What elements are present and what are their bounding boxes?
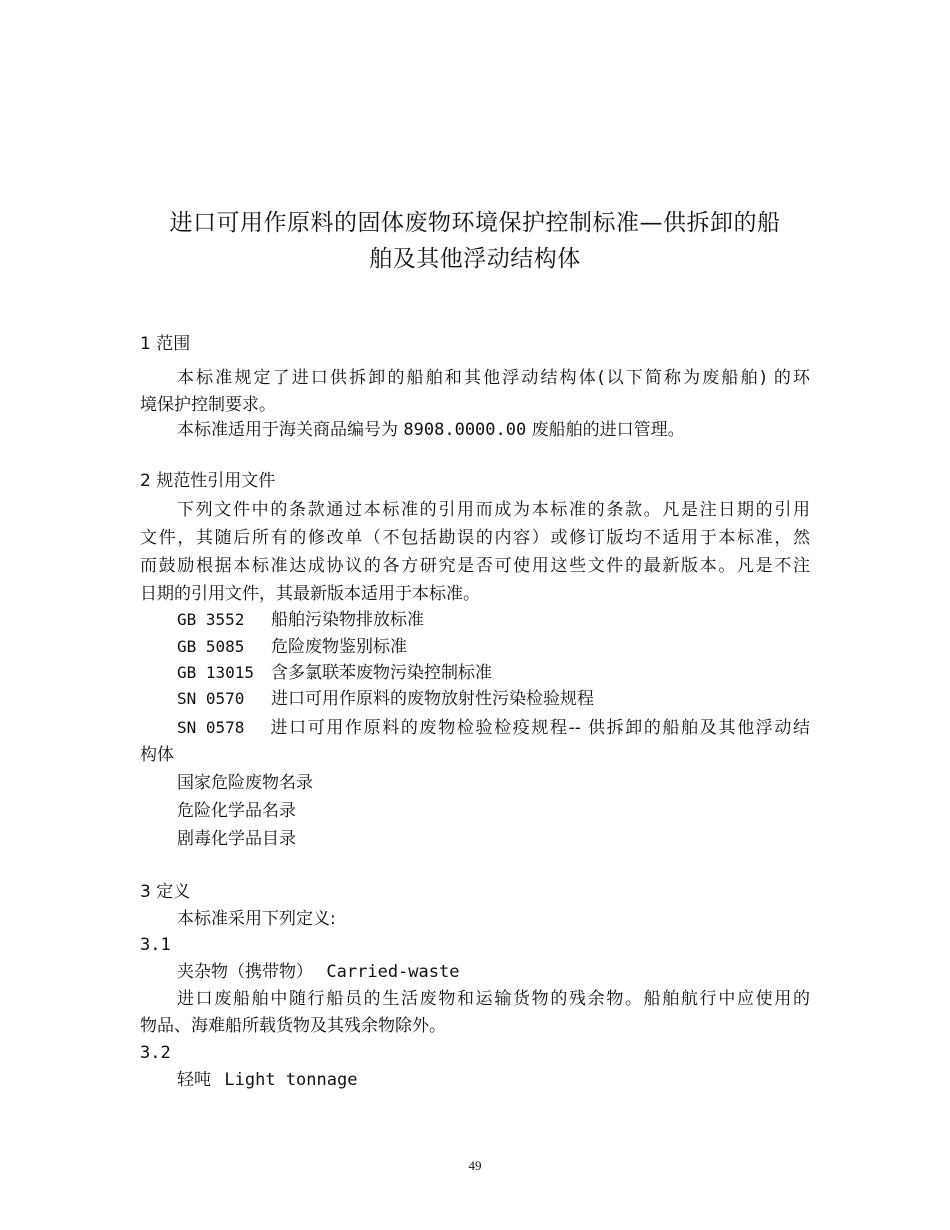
- section-2-paragraph-line-3: 而鼓励根据本标准达成协议的各方研究是否可使用这些文件的最新版本。凡是不注: [140, 556, 810, 576]
- paragraph-2-suffix: 废船舶的进口管理。: [526, 420, 685, 440]
- reference-item: [177, 687, 594, 711]
- section-1-heading: 1 范围: [140, 334, 191, 354]
- reference-title: 船舶污染物排放标准: [271, 610, 424, 630]
- list-item: 危险化学品名录: [177, 801, 296, 821]
- definition-1-text-line-2: 物品、海难船所载货物及其残余物除外。: [140, 1016, 446, 1036]
- paragraph-2-prefix: 本标准适用于海关商品编号为: [177, 420, 404, 440]
- reference-item: [177, 716, 810, 740]
- definition-1-number: 3.1: [140, 935, 171, 955]
- definition-1-term-cn: 夹杂物（携带物）: [177, 962, 313, 982]
- section-3-heading: 3 定义: [140, 882, 191, 902]
- list-item: 国家危险废物名录: [177, 773, 313, 793]
- definition-1-term: [177, 960, 459, 984]
- definition-2-term: [177, 1068, 357, 1092]
- reference-item: [177, 661, 492, 685]
- reference-title: 进口可用作原料的废物检验检疫规程-- 供拆卸的船舶及其他浮动结: [270, 718, 810, 738]
- reference-continuation: 构体: [140, 745, 174, 765]
- definition-1-term-en: Carried-waste: [326, 962, 460, 982]
- section-1-paragraph-1-line-1: 本标准规定了进口供拆卸的船舶和其他浮动结构体(以下简称为废船舶) 的环: [177, 368, 810, 388]
- reference-code: GB 5085: [177, 637, 245, 656]
- reference-item: [177, 608, 424, 632]
- reference-title: 含多氯联苯废物污染控制标准: [271, 663, 492, 683]
- section-2-heading: 2 规范性引用文件: [140, 471, 276, 491]
- section-2-paragraph-line-4: 日期的引用文件，其最新版本适用于本标准。: [140, 584, 480, 604]
- reference-code: GB 3552: [177, 610, 245, 629]
- section-2-paragraph-line-1: 下列文件中的条款通过本标准的引用而成为本标准的条款。凡是注日期的引用: [177, 500, 810, 520]
- reference-code: SN 0578: [177, 718, 245, 737]
- section-1-paragraph-2: [177, 418, 685, 442]
- reference-title: 进口可用作原料的废物放射性污染检验规程: [271, 689, 594, 709]
- section-3-intro: 本标准采用下列定义:: [177, 909, 336, 929]
- reference-code: SN 0570: [177, 689, 245, 708]
- reference-code: GB 13015: [177, 663, 255, 682]
- section-2-paragraph-line-2: 文件，其随后所有的修改单（不包括勘误的内容）或修订版均不适用于本标准，然: [140, 528, 810, 548]
- title-line-1: 进口可用作原料的固体废物环境保护控制标准—供拆卸的船: [169, 210, 781, 236]
- definition-2-term-cn: 轻吨: [177, 1070, 211, 1090]
- customs-code: 8908.0000.00: [403, 420, 527, 440]
- title-line-2: 舶及其他浮动结构体: [369, 246, 581, 272]
- page-number: 49: [468, 1158, 482, 1173]
- reference-title: 危险废物鉴别标准: [271, 637, 407, 657]
- definition-2-number: 3.2: [140, 1043, 171, 1063]
- section-1-paragraph-1-line-2: 境保护控制要求。: [140, 395, 276, 415]
- list-item: 剧毒化学品目录: [177, 829, 296, 849]
- reference-item: [177, 635, 407, 659]
- definition-2-term-en: Light tonnage: [224, 1070, 358, 1090]
- document-title: [140, 205, 810, 277]
- definition-1-text-line-1: 进口废船舶中随行船员的生活废物和运输货物的残余物。船舶航行中应使用的: [177, 989, 810, 1009]
